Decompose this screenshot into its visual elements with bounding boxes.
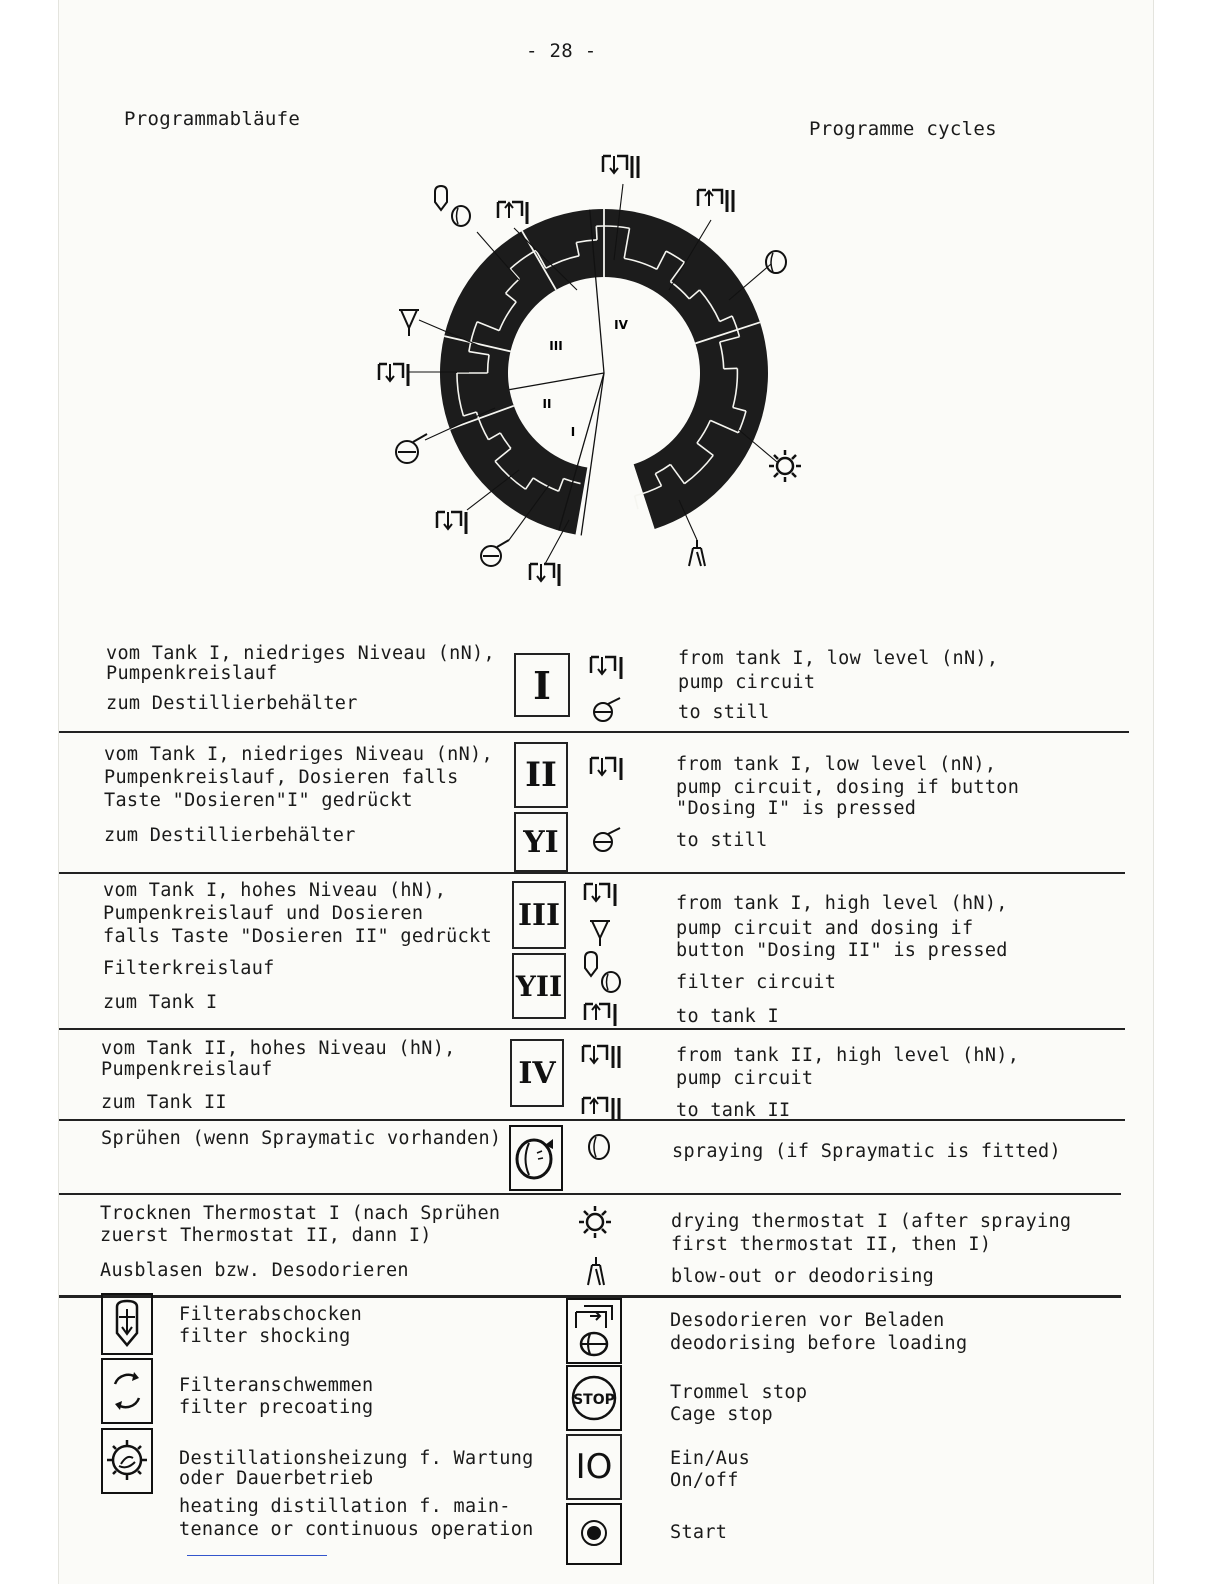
cycle-button-iii[interactable]: III [512, 881, 566, 949]
row2-de-line4: zum Destillierbehälter [104, 825, 356, 846]
stop-glyph: STOP [573, 1392, 615, 1408]
row2-en-line1: from tank I, low level (nN), [676, 754, 997, 775]
heating-en-line2: tenance or continuous operation [179, 1519, 534, 1540]
doser-icon [399, 310, 419, 336]
row4-de-line3: zum Tank II [101, 1092, 227, 1113]
row6-de-line2: zuerst Thermostat II, dann I) [100, 1225, 432, 1246]
sector-label-iii: III [549, 339, 563, 353]
row-divider [59, 1193, 1121, 1195]
still-icon [591, 694, 623, 724]
pump-tank-1-in-icon [583, 998, 623, 1030]
step-riser [635, 496, 638, 509]
cage-stop-de: Trommel stop [670, 1382, 808, 1403]
row1-de-line2: Pumpenkreislauf [106, 663, 278, 684]
heating-distillation-button[interactable] [101, 1428, 153, 1494]
row2-en-line4: to still [676, 830, 768, 851]
row4-en-line3: to tank II [676, 1100, 791, 1121]
blow-out-icon [586, 1255, 608, 1287]
pump-tank-2-out-icon [603, 156, 638, 178]
deodorise-before-loading-button[interactable] [566, 1298, 622, 1364]
filter-icon [581, 948, 627, 998]
row6-de-line3: Ausblasen bzw. Desodorieren [100, 1260, 409, 1281]
row2-en-line2: pump circuit, dosing if button [676, 777, 1020, 798]
sector-label-i: I [570, 425, 576, 439]
row6-en-line2: first thermostat II, then I) [671, 1234, 992, 1255]
sector-label-ii: II [542, 397, 552, 411]
row2-en-line3: "Dosing I" is pressed [676, 798, 917, 819]
spray-icon [766, 251, 786, 273]
row-divider [59, 872, 1125, 874]
row6-en-line1: drying thermostat I (after spraying [671, 1211, 1072, 1232]
cycle-button-ii[interactable]: II [514, 742, 568, 808]
cycle-button-i[interactable]: I [514, 653, 570, 717]
row3-de-line5: zum Tank I [103, 992, 218, 1013]
row3-en-line2: pump circuit and dosing if [676, 918, 974, 939]
pump-tank-2-in-icon [698, 190, 733, 212]
row5-en-line1: spraying (if Spraymatic is fitted) [672, 1141, 1061, 1162]
spray-icon [587, 1132, 613, 1162]
deodorise-de: Desodorieren vor Beladen [670, 1310, 945, 1331]
row3-de-line4: Filterkreislauf [103, 958, 275, 979]
document-page [58, 0, 1154, 1584]
row4-de-line1: vom Tank II, hohes Niveau (hN), [101, 1038, 456, 1059]
still-icon [396, 434, 427, 463]
pump-tank-1-out-icon [589, 651, 629, 683]
thermostat-icon [769, 450, 801, 482]
row-divider [59, 731, 1129, 733]
filter-precoat-en: filter precoating [179, 1397, 374, 1418]
pump-tank-1-out-icon [530, 564, 559, 586]
heating-de-line1: Destillationsheizung f. Wartung [179, 1448, 534, 1469]
filter-icon [435, 186, 470, 226]
on-off-button[interactable]: IO [566, 1434, 622, 1500]
row4-en-line1: from tank II, high level (hN), [676, 1045, 1020, 1066]
onoff-de: Ein/Aus [670, 1448, 751, 1469]
sector-spoke [559, 373, 604, 531]
row1-de-line1: vom Tank I, niedriges Niveau (nN), [106, 643, 495, 664]
row5-de-line1: Sprühen (wenn Spraymatic vorhanden) [101, 1128, 502, 1149]
pump-tank-2-in-icon [581, 1092, 627, 1124]
sector-spoke [509, 373, 604, 390]
row4-en-line2: pump circuit [676, 1068, 814, 1089]
pump-tank-2-out-icon [581, 1040, 627, 1072]
pump-tank-1-out-icon [437, 512, 466, 534]
pump-tank-1-in-icon [498, 202, 527, 224]
title-german: Programmabläufe [124, 108, 301, 130]
row3-en-line3: button "Dosing II" is pressed [676, 940, 1008, 961]
start-button[interactable] [566, 1503, 622, 1565]
programme-cycle-diagram [359, 140, 819, 610]
filter-precoat-de: Filteranschwemmen [179, 1375, 374, 1396]
row1-en-line1: from tank I, low level (nN), [678, 648, 999, 669]
filter-precoat-button[interactable] [101, 1358, 153, 1424]
still-icon [591, 824, 623, 854]
row2-de-line1: vom Tank I, niedriges Niveau (nN), [104, 744, 493, 765]
still-icon [481, 540, 509, 566]
pump-tank-1-out-icon [589, 752, 629, 784]
row3-en-line1: from tank I, high level (hN), [676, 893, 1008, 914]
deodorise-en: deodorising before loading [670, 1333, 968, 1354]
title-english: Programme cycles [809, 118, 997, 140]
doser-icon [587, 918, 615, 948]
cage-stop-button[interactable] [566, 1365, 622, 1431]
row4-de-line2: Pumpenkreislauf [101, 1059, 273, 1080]
cage-stop-en: Cage stop [670, 1404, 773, 1425]
thermostat-icon [578, 1205, 612, 1239]
row3-de-line1: vom Tank I, hohes Niveau (hN), [103, 880, 447, 901]
onoff-en: On/off [670, 1470, 739, 1491]
row2-de-line2: Pumpenkreislauf, Dosieren falls [104, 767, 459, 788]
row3-de-line2: Pumpenkreislauf und Dosieren [103, 903, 424, 924]
row6-de-line1: Trocknen Thermostat I (nach Sprühen [100, 1203, 501, 1224]
cycle-button-iv[interactable]: IV [510, 1039, 564, 1107]
sector-label-iv: IV [614, 318, 628, 332]
filter-shock-de: Filterabschocken [179, 1304, 363, 1325]
row3-en-line4: filter circuit [676, 972, 837, 993]
step-riser [596, 226, 597, 240]
filter-shock-en: filter shocking [179, 1326, 351, 1347]
start-label: Start [670, 1522, 728, 1543]
scan-mark [187, 1555, 327, 1556]
row3-en-line5: to tank I [676, 1006, 779, 1027]
heating-de-line2: oder Dauerbetrieb [179, 1468, 374, 1489]
row2-de-line3: Taste "Dosieren"I" gedrückt [104, 790, 413, 811]
row6-en-line3: blow-out or deodorising [671, 1266, 935, 1287]
pump-tank-1-out-icon [379, 364, 408, 386]
row1-en-line2: pump circuit [678, 672, 816, 693]
dosing-button-i[interactable]: YI [514, 812, 568, 872]
page-number: - 28 - [526, 40, 597, 62]
filter-shock-button[interactable] [101, 1293, 153, 1355]
spray-button[interactable] [509, 1125, 563, 1191]
heating-en-line1: heating distillation f. main- [179, 1496, 511, 1517]
pump-tank-1-out-icon [583, 878, 623, 910]
blow-out-icon [689, 540, 705, 566]
sector-spoke [581, 373, 604, 535]
row1-de-line3: zum Destillierbehälter [106, 693, 358, 714]
row1-en-line3: to still [678, 702, 770, 723]
dosing-button-ii[interactable]: YII [512, 953, 566, 1019]
row3-de-line3: falls Taste "Dosieren II" gedrückt [103, 926, 492, 947]
